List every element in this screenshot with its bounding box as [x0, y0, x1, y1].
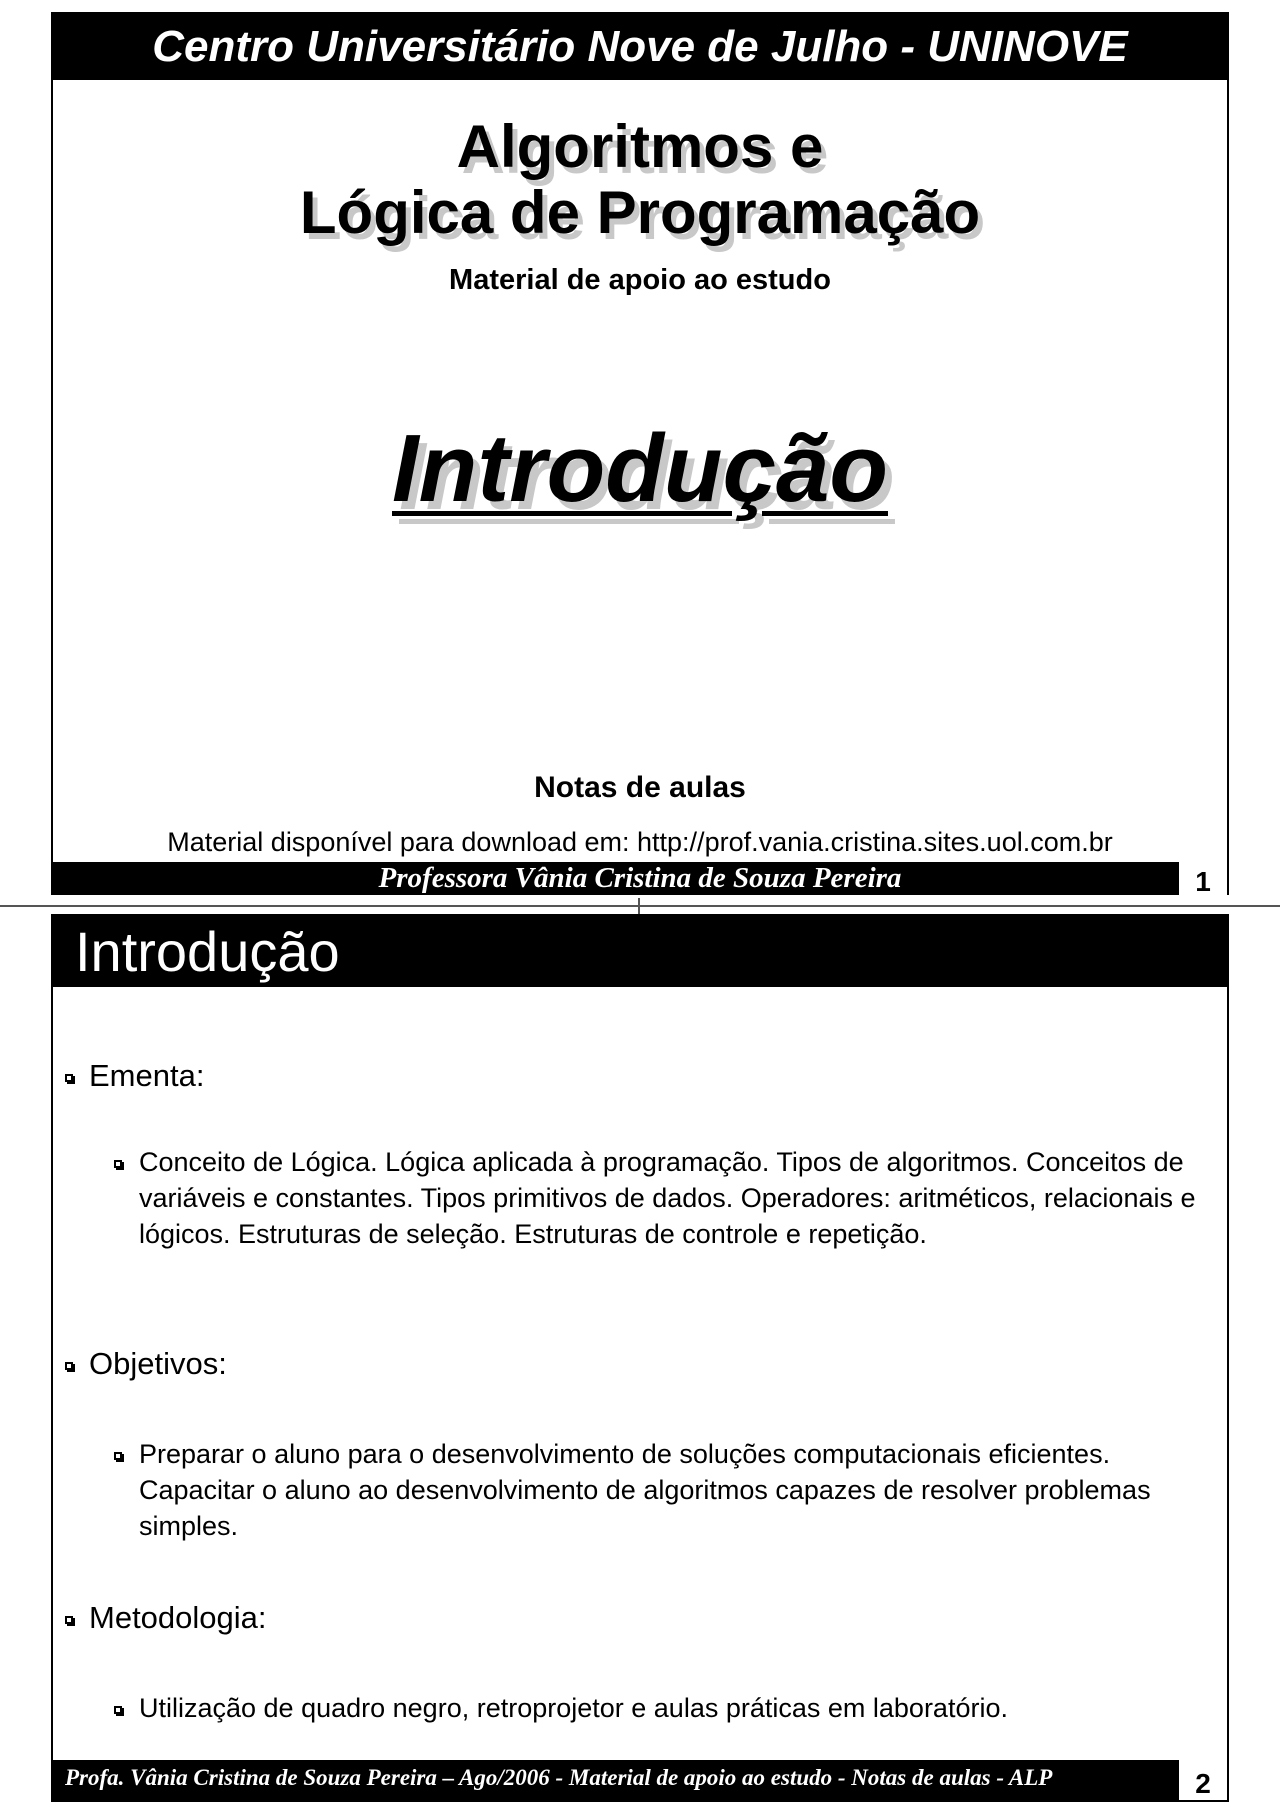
section-label: Metodologia:	[89, 1600, 267, 1635]
lesson-title-text: Introdução	[392, 415, 888, 522]
footer-credits: Profa. Vânia Cristina de Souza Pereira – Ago/2006 - Material de apoio ao estudo - Notas de aulas - ALP	[65, 1765, 1053, 1790]
section-label: Ementa:	[89, 1058, 205, 1093]
notes-label: Notas de aulas	[534, 771, 746, 804]
bullet-box-icon	[114, 1160, 122, 1168]
course-title	[53, 114, 1227, 246]
bullet-box-icon	[114, 1706, 122, 1714]
lesson-title	[53, 414, 1227, 524]
section-item-text: Conceito de Lógica. Lógica aplicada à programação. Tipos de algoritmos. Conceitos de variáveis e constantes. Tipos primitivos de dados. Operadores: aritméticos, relacionais e lógicos. Estruturas de seleção. Estruturas de controle e repetição.	[139, 1147, 1196, 1249]
section-item-text: Utilização de quadro negro, retroprojetor e aulas práticas em laboratório.	[139, 1693, 1008, 1723]
bullet-box-icon	[65, 1616, 73, 1624]
course-title-line-2: Lógica de Programação	[299, 179, 981, 246]
slide-2-footer	[53, 1760, 1227, 1800]
slide-2	[51, 914, 1229, 1802]
institution-header: Centro Universitário Nove de Julho - UNINOVE	[53, 14, 1227, 80]
course-title-line-1: Algoritmos e	[456, 113, 824, 180]
page-number: 2	[1179, 1760, 1227, 1800]
download-info: Material disponível para download em: http://prof.vania.cristina.sites.uol.com.br	[167, 827, 1113, 857]
slide-1-footer	[53, 862, 1227, 895]
page-separator-tick	[638, 898, 640, 914]
page-separator	[0, 905, 1280, 907]
section-label: Objetivos:	[89, 1346, 227, 1381]
section-item-text: Preparar o aluno para o desenvolvimento de soluções computacionais eficientes. Capacitar o aluno ao desenvolvimento de algoritmos capazes de resolver problemas simples.	[139, 1439, 1151, 1541]
professor-name: Professora Vânia Cristina de Souza Pereira	[378, 862, 902, 894]
page-number: 1	[1179, 862, 1227, 895]
bullet-box-icon	[114, 1452, 122, 1460]
bullet-box-icon	[65, 1362, 73, 1370]
slide-2-title: Introdução	[53, 916, 1227, 987]
bullet-box-icon	[65, 1074, 73, 1082]
slide-1	[51, 12, 1229, 895]
course-subtitle: Material de apoio ao estudo	[449, 264, 831, 296]
